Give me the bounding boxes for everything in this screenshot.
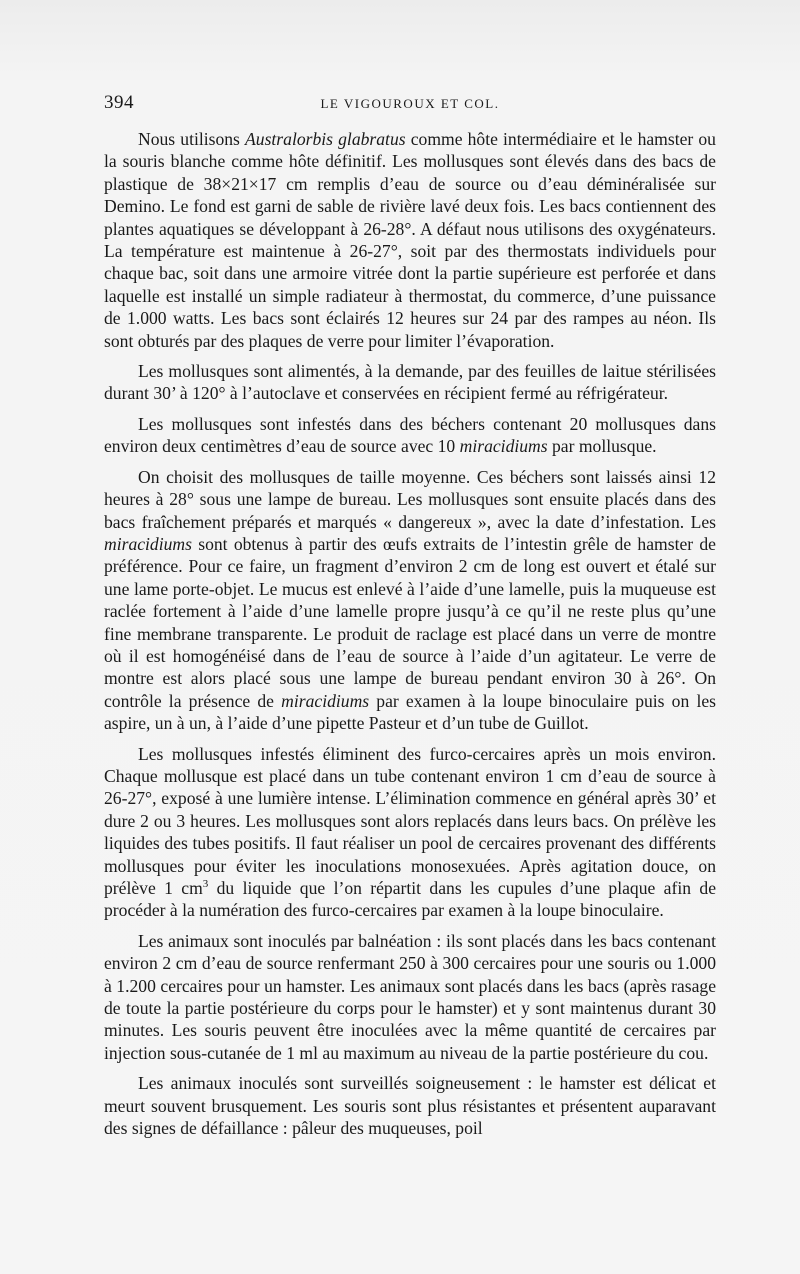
italic-term: Australorbis glabratus	[245, 129, 406, 149]
text-run: Les mollusques infestés éliminent des furco-cercaires après un mois environ. Chaque mollusque est placé dans un tube contenant environ 1 cm d’eau de source à 26-27°, exposé à une lumière intense. L’élimination commence en général après 30’ et dure 2 ou 3 heures. Les mollusques sont alors replacés dans leurs bacs. On prélève les liquides des tubes positifs. Il faut réaliser un pool de cercaires provenant des différents mollusques pour éviter les inoculations monosexuées. Après agitation douce, on prélève 1 cm	[104, 743, 716, 898]
text-run: par mollusque.	[547, 436, 657, 457]
running-head: LE VIGOUROUX ET COL.	[320, 96, 500, 111]
text-run: Les animaux inoculés sont surveillés soigneusement : le hamster est délicat et meurt souvent brusquement. Les souris sont plus résistantes et présentent auparavant des signes de défaillance : pâleur des muqueuses, poil	[104, 1073, 716, 1139]
italic-term: miracidiums	[104, 533, 192, 554]
italic-term: miracidiums	[459, 436, 548, 457]
text-run: par examen à la loupe binoculaire puis on les aspire, un à un, à l’aide d’une pipette Pasteur et d’un tube de Guillot.	[104, 690, 716, 734]
superscript: 3	[202, 878, 209, 891]
paragraph	[104, 128, 716, 352]
text-run: Les mollusques sont infestés dans des béchers contenant 20 mollusques dans environ deux centimètres d’eau de source avec 10	[104, 413, 716, 457]
paragraph	[104, 930, 716, 1064]
paragraph	[104, 1072, 716, 1139]
body-text	[104, 128, 716, 1139]
page-header	[104, 92, 716, 116]
text-run: Les mollusques sont alimentés, à la demande, par des feuilles de laitue stérilisées durant 30’ à 120° à l’autoclave et conservées en récipient fermé au réfrigérateur.	[104, 361, 716, 404]
paragraph	[104, 466, 716, 735]
text-run: du liquide que l’on répartit dans les cupules d’une plaque afin de procéder à la numération des furco-cercaires par examen à la loupe binoculaire.	[104, 878, 717, 921]
text-run: Nous utilisons	[138, 129, 246, 149]
text-run: comme hôte intermédiaire et le hamster ou la souris blanche comme hôte définitif. Les mollusques sont élevés dans des bacs de plastique de 38×21×17 cm remplis d’eau de source ou d’eau déminéralisée sur Demino. Le fond est garni de sable de rivière lavé deux fois. Les bacs contiennent des plantes aquatiques se développant à 26-28°. A défaut nous utilisons des oxygénateurs. La température est maintenue à 26-27°, soit par des thermostats individuels pour chaque bac, soit dans une armoire vitrée dont la partie supérieure est perforée et dans laquelle est installé un simple radiateur à thermostat, du commerce, d’une puissance de 1.000 watts. Les bacs sont éclairés 12 heures sur 24 par des rampes au néon. Ils sont obturés par des plaques de verre pour limiter l’évaporation.	[104, 129, 716, 351]
italic-term: miracidiums	[281, 690, 370, 711]
text-run: On choisit des mollusques de taille moyenne. Ces béchers sont laissés ainsi 12 heures à 28° sous une lampe de bureau. Les mollusques sont ensuite placés dans des bacs fraîchement préparés et marqués « dangereux », avec la date d’infestation. Les	[104, 466, 716, 532]
text-run: sont obtenus à partir des œufs extraits de l’intestin grêle de hamster de préférence. Pour ce faire, un fragment d’environ 2 cm de long est ouvert et étalé sur une lame porte-objet. Le mucus est enlevé à l’aide d’une lamelle, puis la muqueuse est raclée fortement à l’aide d’une lamelle propre jusqu’à ce qu’il ne reste plus qu’une fine membrane transparente. Le produit de raclage est placé dans un verre de montre où il est homogénéisé dans de l’eau de source à l’aide d’un agitateur. Le verre de montre est alors placé sous une lampe de bureau pendant environ 30 à 26°. On contrôle la présence de	[104, 533, 716, 711]
paragraph	[104, 743, 716, 922]
paragraph	[104, 413, 716, 458]
paragraph	[104, 360, 716, 405]
text-run: Les animaux sont inoculés par balnéation : ils sont placés dans les bacs contenant environ 2 cm d’eau de source renfermant 250 à 300 cercaires pour une souris ou 1.000 à 1.200 cercaires pour un hamster. Les animaux sont placés dans les bacs (après rasage de toute la partie postérieure du corps pour le hamster) et y sont maintenus durant 30 minutes. Les souris peuvent être inoculées avec la même quantité de cercaires par injection sous-cutanée de 1 ml au maximum au niveau de la partie postérieure du cou.	[104, 930, 716, 1063]
page-number: 394	[104, 92, 134, 113]
